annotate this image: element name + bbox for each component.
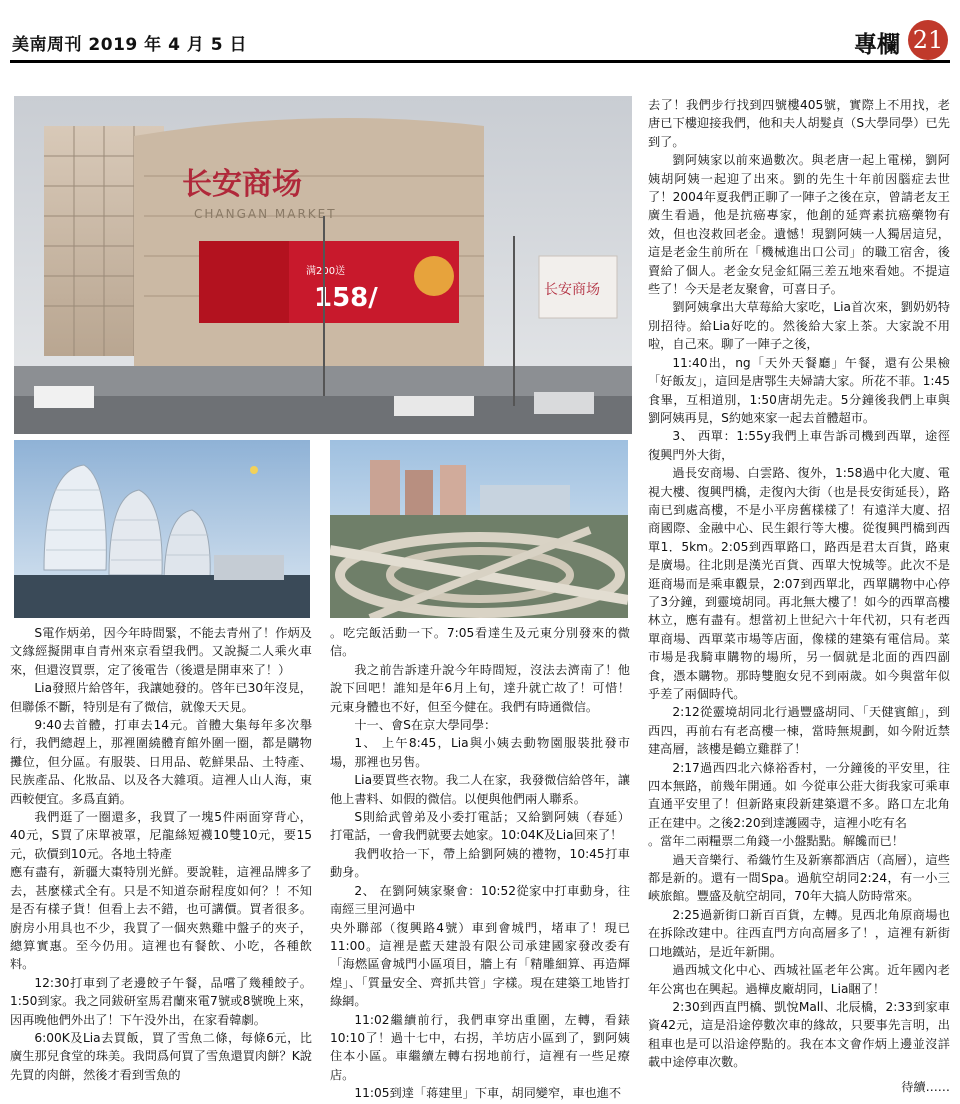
publication-title: 美南周刊 2019 年 4 月 5 日 bbox=[12, 35, 247, 55]
page-header bbox=[10, 8, 950, 56]
paragraph: 12:30打車到了老邊餃子午餐，品嚐了幾種餃子。1:50到家。我之同鈸研室馬君蘭來電7號或8號晚上來，因再晚他們外出了！下午没外出，在家看韓劇。 bbox=[10, 975, 312, 1027]
paragraph: 1、 上午8:45，Lia與小姨去動物園服裝批發市場，那裡也另售。 bbox=[330, 736, 630, 769]
paragraph: 我之前告訴達升說今年時間短，沒法去濟南了！他說下回吧！誰知是年6月上旬，達升就亡故了！可惜！元東身體也不好，但至今健在。我們有時通微信。 bbox=[330, 662, 630, 714]
section-title: 專欄 bbox=[854, 32, 900, 58]
paragraph: 11:05到達「蒋建里」下車，胡同變窄，車也進不 bbox=[354, 1086, 622, 1101]
paragraph: 9:40去首體，打車去14元。首體大集每年多次舉行，我們總趕上，那裡圍繞體育館外圍一圈，都是購物攤位，但分區。有服裝、日用品、乾鮮果品、土特產、民族產品、化妝品、以及各大雜項。這裡人山人海，東西較便宜。多爲直銷。 bbox=[10, 718, 312, 806]
banner-price: 158/ bbox=[314, 283, 378, 313]
paragraph: 去了！我們步行找到四號樓405號，實際上不用找，老唐已下樓迎接我們，他和夫人胡髮貞（S大學同學）已先到了。 bbox=[648, 98, 950, 149]
continued-note: 待續…… bbox=[901, 1079, 950, 1094]
paragraph: S則給武曾弟及小委打電話；又給劉阿姨（春延）打電話，一會我們就要去她家。10:04K及Lia回來了！ bbox=[330, 810, 630, 843]
paragraph: Lia要買些衣物。我二人在家，我發微信給啓年，讓他上書料、如假的微信。以便與他們兩人聯系。 bbox=[330, 773, 630, 806]
article-column-2 bbox=[330, 624, 630, 1103]
paragraph: 劉阿姨拿出大草莓給大家吃，Lia首次來，劉奶奶特別招待。給Lia好吃的。然後給大家上茶。大家說不用啦，自己來。聊了一陣子之後， bbox=[648, 300, 950, 352]
paragraph: Lia發照片給啓年，我讓她發的。啓年已30年沒見，但聯係不斷，特別是有了微信，就像天天見。 bbox=[10, 681, 312, 714]
paragraph: 央外聯部（復興路4號）車到會城門，堵車了！現已11:00。這裡是藍天建設有限公司承建國家發改委有「海燃區會城門小區項目，牆上有「精雕細算、再造輝煌」、「質量安全、齊抓共管」字樣。現在建築工地皆打綠網。 bbox=[330, 920, 630, 1009]
banner-subtext: 满200送 bbox=[306, 266, 346, 277]
paragraph: 2:30到西直門橋、凱悅Mall、北辰橋，2:33到家車資42元，這是沿途停數次車的緣故，只要事先言明，出租車也是可以沿途停點的。我在本文會作炳上邊並沒詳載中途停車次數。 bbox=[648, 999, 950, 1070]
photo-interchange bbox=[330, 440, 628, 618]
paragraph: 2:17過西四北六條裕香村，一分鐘後的平安里，往四本無路，前幾年開通。如 今從車公莊大街我家可乘車直通平安里了！但新路東段新建築還不多。路口左北角正在建中。之後2:20到達護國寺，這裡小吃有名 bbox=[648, 760, 950, 830]
page-number-badge: 21 bbox=[908, 20, 948, 60]
paragraph: S電作炳弟，因今年時間緊，不能去青州了！作炳及文緣經擬開車自青州來京看望我們。又說擬二人乘火車來，但還沒買票，定了後電告（後還是開車來了！） bbox=[10, 626, 312, 677]
article-column-3 bbox=[648, 96, 950, 1096]
paragraph: 6:00K及Lia去買飯，買了雪魚二條，每條6元，比廣生那兒食堂的珠美。我問爲何買了雪魚還買肉餅？K說先買的肉餅，然後才看到雪魚的 bbox=[10, 1030, 312, 1082]
paragraph: 。當年二兩糧票二角錢一小盤點點。解饞而已！ bbox=[648, 834, 904, 849]
photo-changan-market bbox=[14, 96, 632, 434]
paragraph: 2:25過新街口新百百貨，左轉。見西北角原商場也在拆除改建中。往西直門方向高層多了！，這裡有新街口地鐵站，是近年新開。 bbox=[648, 907, 950, 959]
header-rule bbox=[10, 60, 950, 63]
subheading: 十一、會S在京大學同學： bbox=[354, 718, 497, 733]
paragraph: 11:02繼續前行，我們車穿出重圍，左轉，看錶10:10了！過十七中，右拐，羊坊店小區到了，劉阿姨住本小區。車繼續左轉右拐地前行，這裡有一些足療店。 bbox=[330, 1012, 630, 1082]
sign-english: CHANGAN MARKET bbox=[194, 207, 337, 221]
paragraph: 3、 西單：1:55y我們上車告訴司機到西單，途徑復興門外大街， bbox=[648, 429, 950, 462]
side-sign: 长安商场 bbox=[544, 282, 600, 298]
paragraph: 我們收拾一下，帶上給劉阿姨的禮物，10:45打車動身。 bbox=[330, 846, 630, 880]
paragraph: 11:40出，ng「天外天餐廳」午餐，還有公果檢「好飯友」，這回是唐鄂生夫婦請大家。所花不菲。1:45食畢，互相道別，1:50唐胡先走。5分鐘後我們上車與劉阿姨再見，S約她來家一起去首體超市。 bbox=[648, 355, 950, 425]
article-column-1 bbox=[10, 624, 312, 1084]
paragraph: 。吃完飯活動一下。7:05看達生及元東分別發來的微信。 bbox=[330, 626, 630, 659]
photo-white-towers bbox=[14, 440, 310, 618]
sign-chinese: 长安商场 bbox=[182, 167, 302, 202]
paragraph: 過西城文化中心、西城社區老年公寓。近年國內老年公寓也在興起。過樺皮廠胡同，Lia睏了！ bbox=[648, 963, 950, 996]
paragraph: 過天音樂行、希織竹生及新寨都酒店（高層），這些都是新的。還有一間Spa。過航空胡同2:24，有一小三峽旅館。豐盛及航空胡同，70年大搞人防時常來。 bbox=[648, 852, 950, 904]
paragraph: 過長安商場、白雲路、復外，1:58過中化大廈、電視大樓、復興門橋，走復內大街（也是長安街延長），路南已到處高樓，不是小平房舊樣樣了！有遠洋大廈、招商國際、金融中心、民生銀行等大樓。從復興門橋到西單1．5km。2:05到西單路口，路西是君太百貨，路東是廣場。往北則是漢光百貨、西單大悅城等。此次不是逛商場而是乘車觀景，2:07到西單北，西單購物中心停了3分鐘，到靈境胡同。再北無大樓了！如今的西單高樓林立，應有盡有。想當初上世紀六十年代初，只有老西單商場、西單菜市場等店面，像樣的建築有電信局。菜市場是我騎車購物的場所，另一個就是北面的西四副食，憑本購物。那時雙胞女兒不到兩歲。如今與當年似乎差了兩個時代。 bbox=[648, 466, 950, 701]
paragraph: 劉阿姨家以前來過數次。與老唐一起上電梯，劉阿姨胡阿姨一起迎了出來。劉的先生十年前因腦症去世了！2004年夏我們正聊了一陣子之後在京，曾請老友王廣生看過，他是抗癌專家，他創的延齊素抗癌藥物有效，但也沒救回老金。遺憾！現劉阿姨一人獨居這兒，這是老金生前所在「機械進出口公司」的職工宿舍，後賣給了個人。老金女兒金紅隔三差五地來看她。不提這些了！今天是老友聚會，可喜日子。 bbox=[648, 153, 950, 297]
paragraph: 我們逛了一圈還多，我買了一塊5件兩面穿背心，40元，S買了床單被罩，尼龍絲短襪10雙10元，要15元，砍價到10元。各地土特產 bbox=[10, 810, 312, 861]
paragraph: 2:12從靈境胡同北行過豐盛胡同、「天健賓館」，到西四，再前右有老高樓一棟，當時無規劃，如今附近禁建高層，該樓是鶴立雞群了！ bbox=[648, 705, 950, 757]
paragraph: 2、 在劉阿姨家聚會：10:52從家中打車動身，往南經三里河過中 bbox=[330, 883, 630, 917]
paragraph: 應有盡有，新疆大棗特別光鮮。要說鞋，這裡品牌多了去，甚麼樣式全有。只是不知道奈耐程度如何？！不知是否有樣子貨！但看上去不錯，也可講價。買者很多。廚房小用具也不少，我買了一個夾熟雞中盤子的夾子，總算實惠。至今仍用。這裡也有餐飲、小吃，各種飲料。 bbox=[10, 865, 312, 972]
